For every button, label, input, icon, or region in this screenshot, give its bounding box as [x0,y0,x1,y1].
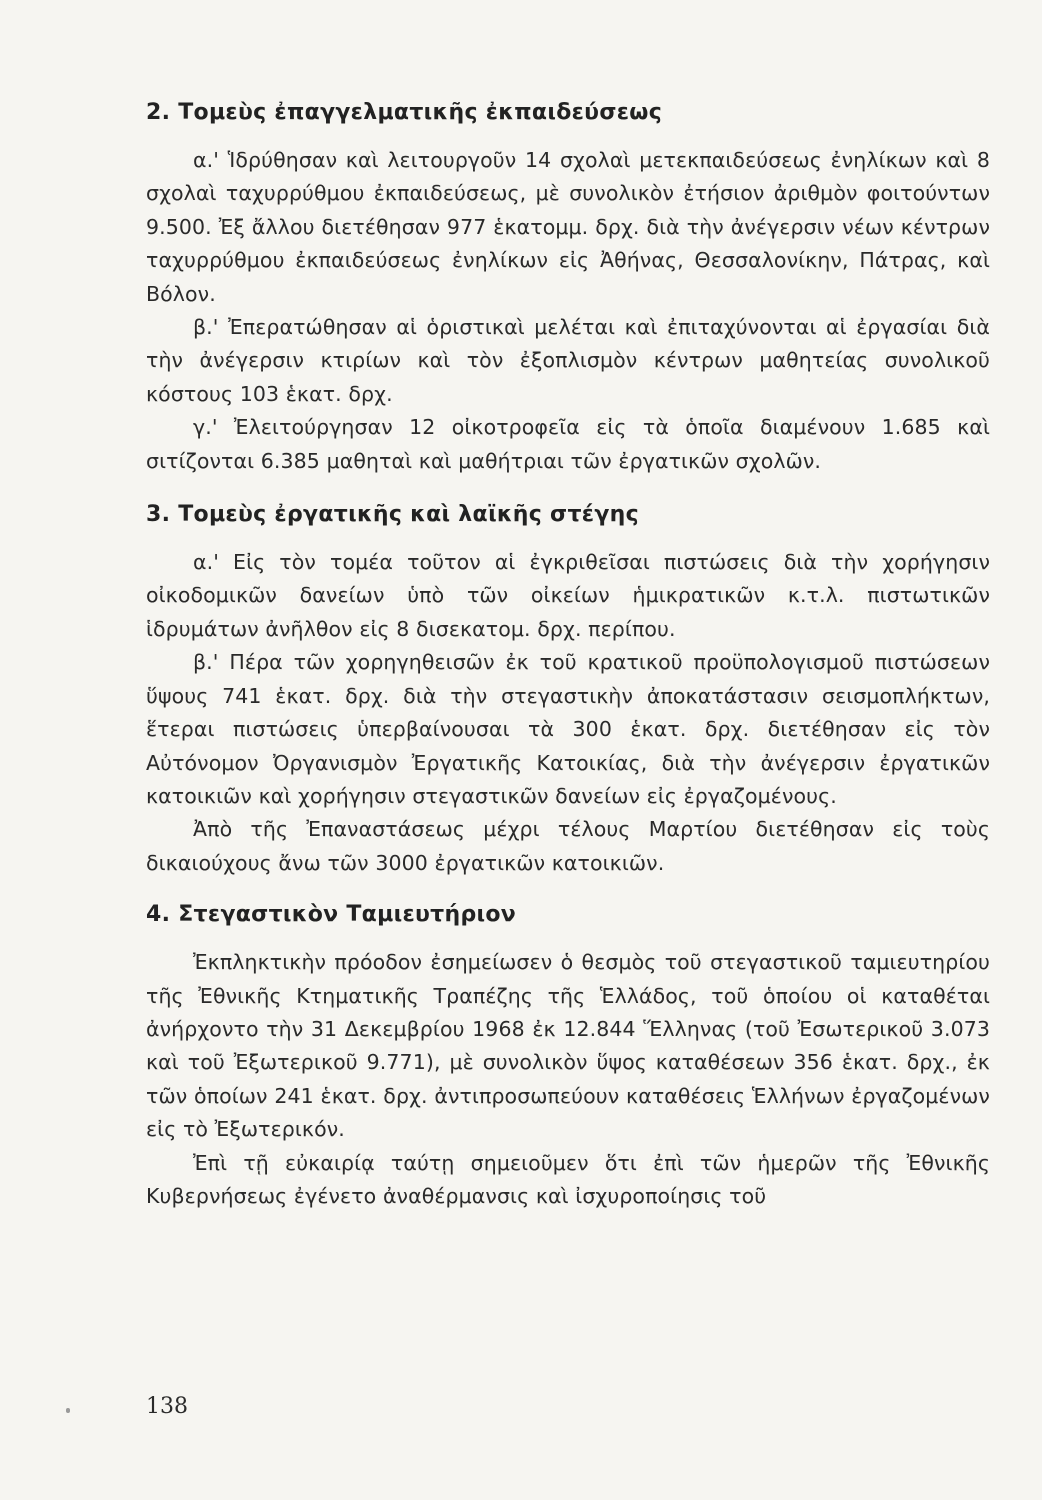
paragraph: β.' Ἐπερατώθησαν αἱ ὁριστικαὶ μελέται καὶ ἐπιταχύνονται αἱ ἐργασίαι διὰ τὴν ἀνέγερσιν κτιρίων καὶ τὸν ἐξοπλισμὸν κέντρων μαθητείας συνολικοῦ κόστους 103 ἑκατ. δρχ. [146,315,990,406]
section-workers-housing [146,498,990,880]
paragraph: Ἐπὶ τῇ εὐκαιρίᾳ ταύτῃ σημειοῦμεν ὅτι ἐπὶ τῶν ἡμερῶν τῆς Ἐθνικῆς Κυβερνήσεως ἐγένετο ἀναθέρμανσις καὶ ἰσχυροποίησις τοῦ [146,1150,990,1208]
section-heading: 3. Τομεὺς ἐργατικῆς καὶ λαϊκῆς στέγης [146,502,639,528]
section-heading: 4. Στεγαστικὸν Ταμιευτήριον [146,902,517,928]
paragraph: α.' Εἰς τὸν τομέα τοῦτον αἱ ἐγκριθεῖσαι πιστώσεις διὰ τὴν χορήγησιν οἰκοδομικῶν δανείων ὑπὸ τῶν οἰκείων ἡμικρατικῶν κ.τ.λ. πιστωτικῶν ἱδρυμάτων ἀνῆλθον εἰς 8 δισεκατομ. δρχ. περίπου. [146,550,990,641]
paragraph: α.' Ἱδρύθησαν καὶ λειτουργοῦν 14 σχολαὶ μετεκπαιδεύσεως ἐνηλίκων καὶ 8 σχολαὶ ταχυρρύθμου ἐκπαιδεύσεως, μὲ συνολικὸν ἐτήσιον ἀριθμὸν φοιτούντων 9.500. Ἐξ ἄλλου διετέθησαν 977 ἑκατομμ. δρχ. διὰ τὴν ἀνέγερσιν νέων κέντρων ταχυρρύθμου ἐκπαιδεύσεως ἐνηλίκων εἰς Ἀθήνας, Θεσσαλονίκην, Πάτρας, καὶ Βόλον. [146,148,990,306]
section-housing-savings-bank [146,898,990,1213]
page-number: 138 [146,1394,188,1419]
paragraph: Ἀπὸ τῆς Ἐπαναστάσεως μέχρι τέλους Μαρτίου διετέθησαν εἰς τοὺς δικαιούχους ἄνω τῶν 3000 ἐργατικῶν κατοικιῶν. [146,817,990,875]
paragraph: Ἐκπληκτικὴν πρόοδον ἐσημείωσεν ὁ θεσμὸς τοῦ στεγαστικοῦ ταμιευτηρίου τῆς Ἐθνικῆς Κτηματικῆς Τραπέζης τῆς Ἑλλάδος, τοῦ ὁποίου οἱ καταθέται ἀνήρχοντο τὴν 31 Δεκεμβρίου 1968 ἐκ 12.844 Ἕλληνας (τοῦ Ἐσωτερικοῦ 3.073 καὶ τοῦ Ἐξωτερικοῦ 9.771), μὲ συνολικὸν ὕψος καταθέσεων 356 ἑκατ. δρχ., ἐκ τῶν ὁποίων 241 ἑκατ. δρχ. ἀντιπροσωπεύουν καταθέσεις Ἑλλήνων ἐργαζομένων εἰς τὸ Ἐξωτερικόν. [146,950,990,1142]
paragraph: γ.' Ἐλειτούργησαν 12 οἰκοτροφεῖα εἰς τὰ ὁποῖα διαμένουν 1.685 καὶ σιτίζονται 6.385 μαθηταὶ καὶ μαθήτριαι τῶν ἐργατικῶν σχολῶν. [146,415,990,473]
section-heading: 2. Τομεὺς ἐπαγγελματικῆς ἐκπαιδεύσεως [146,100,663,125]
paragraph: β.' Πέρα τῶν χορηγηθεισῶν ἐκ τοῦ κρατικοῦ προϋπολογισμοῦ πιστώσεων ὕψους 741 ἑκατ. δρχ. διὰ τὴν στεγαστικὴν ἀποκατάστασιν σεισμοπλήκτων, ἕτεραι πιστώσεις ὑπερβαίνουσαι τὰ 300 ἑκατ. δρχ. διετέθησαν εἰς τὸν Αὐτόνομον Ὀργανισμὸν Ἐργατικῆς Κατοικίας, διὰ τὴν ἀνέγερσιν ἐργατικῶν κατοικιῶν καὶ χορήγησιν στεγαστικῶν δανείων εἰς ἐργαζομένους. [146,650,990,808]
section-vocational-training [146,96,990,478]
scan-speck [66,1408,70,1413]
